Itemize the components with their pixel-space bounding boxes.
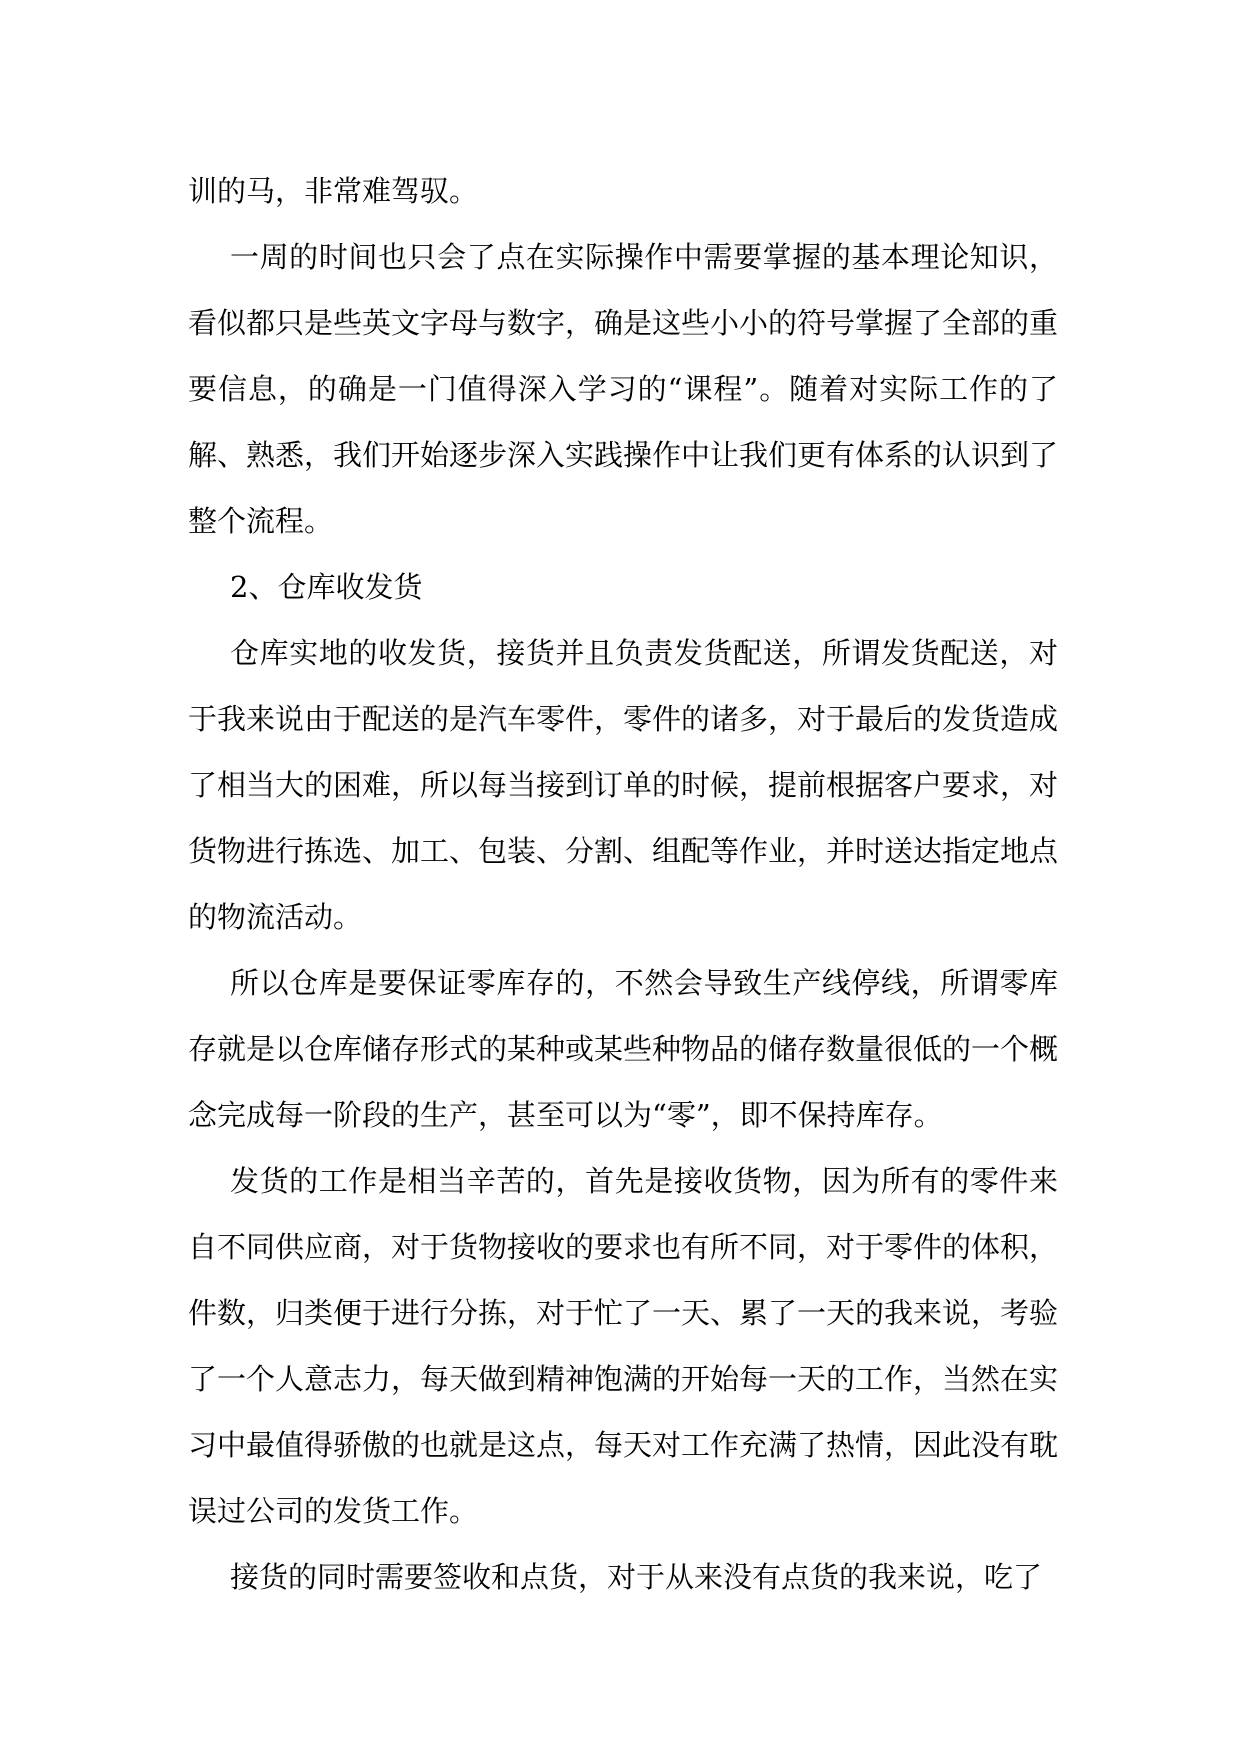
paragraph-continuation: 训的马，非常难驾驭。	[188, 174, 479, 208]
document-body	[188, 158, 1058, 1610]
paragraph-shipping-work: 发货的工作是相当辛苦的，首先是接收货物，因为所有的零件来自不同供应商，对于货物接收的要求也有所不同，对于零件的体积，件数，归类便于进行分拣，对于忙了一天、累了一天的我来说，考验了一个人意志力，每天做到精神饱满的开始每一天的工作，当然在实习中最值得骄傲的也就是这点，每天对工作充满了热情，因此没有耽误过公司的发货工作。	[188, 1164, 1059, 1528]
paragraph-zero-inventory: 所以仓库是要保证零库存的，不然会导致生产线停线，所谓零库存就是以仓库储存形式的某种或某些种物品的储存数量很低的一个概念完成每一阶段的生产，甚至可以为“零”，即不保持库存。	[188, 966, 1059, 1132]
paragraph-theory-knowledge: 一周的时间也只会了点在实际操作中需要掌握的基本理论知识，看似都只是些英文字母与数字，确是这些小小的符号掌握了全部的重要信息，的确是一门值得深入学习的“课程”。随着对实际工作的了解、熟悉，我们开始逐步深入实践操作中让我们更有体系的认识到了整个流程。	[188, 240, 1059, 538]
paragraph-receiving: 接货的同时需要签收和点货，对于从来没有点货的我来说，吃了	[230, 1560, 1043, 1594]
paragraph-warehouse-delivery: 仓库实地的收发货，接货并且负责发货配送，所谓发货配送，对于我来说由于配送的是汽车零件，零件的诸多，对于最后的发货造成了相当大的困难，所以每当接到订单的时候，提前根据客户要求，对货物进行拣选、加工、包装、分割、组配等作业，并时送达指定地点的物流活动。	[188, 636, 1059, 934]
section-heading-warehouse: 2、仓库收发货	[230, 570, 423, 604]
